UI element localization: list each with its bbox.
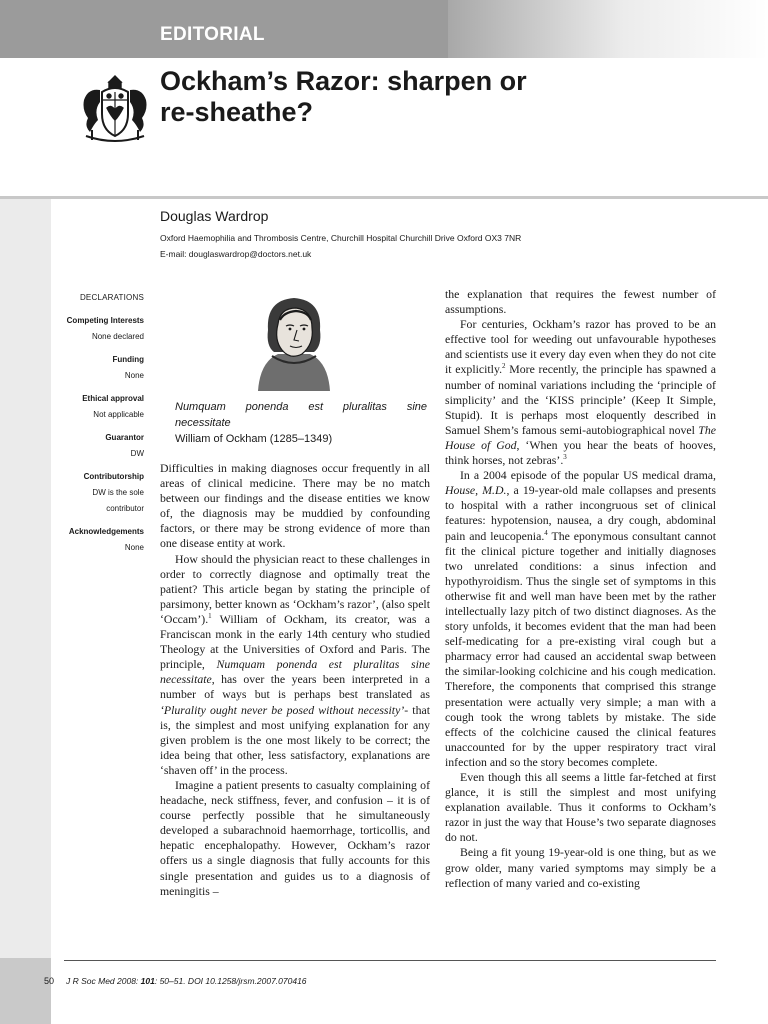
body-paragraph: Difficulties in making diagnoses occur frequently in all areas of clinical medicine. There may be no match between our findings and the disease entities we know of, the diagnosis may be muddied by confounding factors, or there may be strong evidence of more than one disease entity at work. bbox=[160, 461, 430, 551]
body-text: William of Ockham, its creator, was a Franciscan monk in the early 14th century who studied Theology at the Universities of Oxford and Paris. The principle, bbox=[160, 611, 430, 672]
body-text: How should the physician react to these challenges in order to correctly diagnose and optimally treat the patient? This article began by stating the principle of parsimony, better known as ‘Ockham’s razor’, (also spelt ‘Occam’). bbox=[160, 551, 430, 626]
reference-superscript: 1 bbox=[208, 612, 212, 621]
quote-latin-line-1: Numquam ponenda est pluralitas sine bbox=[175, 401, 427, 413]
citation-details: : 50–51. DOI 10.1258/jrsm.2007.070416 bbox=[154, 976, 307, 986]
declaration-head: Contributorship bbox=[83, 472, 144, 481]
author-name: Douglas Wardrop bbox=[160, 208, 269, 224]
page-number-block bbox=[0, 958, 51, 1024]
author-email: E-mail: douglaswardrop@doctors.net.uk bbox=[160, 249, 312, 259]
body-text: For centuries, Ockham’s razor has proved to be an effective tool for weeding out unfavourable hypotheses and scientists use it every day even when they do not cite it explicitly. bbox=[445, 317, 716, 377]
footer-divider bbox=[64, 960, 716, 961]
reference-superscript: 2 bbox=[502, 362, 506, 371]
body-paragraph: Imagine a patient presents to casualty complaining of headache, neck stiffness, fever, and confusion – it is of course perfectly possible that he simultaneously developed a subarachnoid haemorrhage, torticollis, and hepatic encephalopathy. However, Ockham’s razor offers us a single diagnosis that fully accounts for this single presentation and guides us to a diagnosis of meningitis – bbox=[160, 777, 430, 898]
declarations-heading: DECLARATIONS bbox=[79, 293, 144, 302]
declaration-value: None bbox=[124, 371, 144, 380]
body-text: More recently, the principle has spawned a number of nominal variations including the ‘principle of simplicity’ and the ‘KISS principle’ (Keep It Simple, Stupid). It is perhaps most eloquently described in Samuel Shem’s famous semi-autobiographical novel bbox=[445, 362, 716, 437]
body-text: In a 2004 episode of the popular US medical drama, bbox=[460, 468, 716, 483]
body-column-right bbox=[445, 287, 716, 891]
journal-name: J R Soc Med 2008: bbox=[66, 976, 141, 986]
journal-citation bbox=[66, 976, 307, 986]
left-margin-bar bbox=[0, 199, 51, 1024]
show-title: House, M.D. bbox=[445, 483, 507, 498]
header-gradient bbox=[448, 0, 768, 58]
epigraph-quote bbox=[175, 399, 427, 447]
body-paragraph: Even though this all seems a little far-fetched at first glance, it is still the simplest and most unifying explanation available. Thus it conforms to Ockham’s razor in just the way that House’s two separate diagnoses do not. bbox=[445, 770, 716, 845]
title-line-2: re-sheathe? bbox=[160, 97, 314, 127]
body-text: , ‘When you hear the beats of hooves, think horses, not zebras’. bbox=[445, 437, 716, 468]
title-line-1: Ockham’s Razor: sharpen or bbox=[160, 66, 527, 96]
body-text: - that is, the simplest and most unifying explanation for any given problem is the one most likely to be correct; the idea being that other, less satisfactory, explanations are ‘shaven off’ in the process. bbox=[160, 702, 430, 777]
quote-latin-line-2: necessitate bbox=[175, 417, 231, 429]
declaration-head: Ethical approval bbox=[82, 394, 144, 403]
body-paragraph: Being a fit young 19-year-old is one thing, but as we grow older, many varied symptoms may simply be a reflection of many varied and co-existing bbox=[445, 845, 716, 890]
section-label: EDITORIAL bbox=[160, 24, 265, 45]
declaration-head: Acknowledgements bbox=[68, 527, 144, 536]
declaration-head: Guarantor bbox=[105, 433, 144, 442]
latin-phrase: Numquam ponenda est pluralitas sine necessitate bbox=[160, 657, 431, 687]
declaration-value: DW bbox=[130, 449, 144, 458]
declaration-value: Not applicable bbox=[93, 410, 144, 419]
body-column-left bbox=[160, 461, 430, 899]
society-crest-logo bbox=[76, 70, 154, 144]
book-title: The House of God bbox=[445, 422, 716, 452]
ockham-portrait-image bbox=[250, 290, 337, 391]
declaration-value: contributor bbox=[106, 504, 144, 513]
header-divider bbox=[0, 196, 768, 199]
declarations-sidebar bbox=[56, 290, 144, 556]
declaration-value: None declared bbox=[91, 332, 144, 341]
body-paragraph bbox=[445, 468, 716, 770]
body-text: , a 19-year-old male collapses and presents to hospital with a rather incongruous set of clinical features: hypotension, nausea, a dry cough, abdominal pain and leucopenia. bbox=[445, 483, 717, 543]
page-number: 50 bbox=[44, 976, 55, 986]
quote-attribution: William of Ockham (1285–1349) bbox=[175, 433, 333, 445]
journal-volume: 101 bbox=[140, 976, 155, 986]
declaration-head: Funding bbox=[112, 355, 144, 364]
author-affiliation: Oxford Haemophilia and Thrombosis Centre, Churchill Hospital Churchill Drive Oxford OX3 7NR bbox=[160, 233, 522, 243]
reference-superscript: 4 bbox=[544, 528, 548, 537]
body-text: , has over the years been interpreted in a number of ways but is perhaps best translated as bbox=[160, 672, 430, 702]
body-text: The eponymous consultant cannot fit the clinical picture together and initially diagnoses two unrelated conditions: a sinus infection and hypothyroidism. Thus the single set of symptoms in this otherwise fit and well man have been met by the rather intellectually lazy pitch of two distinct diagnoses. As the story unfolds, it becomes evident that the man had been self-medicating for a pre-existing viral cough but a pharmacy error had caused an accidental swap between the similar-looking colchicine and his cough medication. Therefore, the components that comprised this strange presentation were actually very simple; a man with a cough took the wrong tablets by mistake. The side effects of the colchicine caused the clinical features unaccounted for by the upper respiratory tract viral infection and so the story becomes complete. bbox=[445, 528, 716, 769]
body-paragraph: the explanation that requires the fewest number of assumptions. bbox=[445, 287, 716, 317]
reference-superscript: 3 bbox=[563, 453, 567, 462]
translation-phrase: ‘Plurality ought never be posed without necessity’ bbox=[160, 702, 405, 717]
declaration-value: None bbox=[124, 543, 144, 552]
article-title bbox=[160, 66, 720, 128]
body-paragraph bbox=[445, 317, 716, 468]
declaration-head: Competing Interests bbox=[66, 316, 144, 325]
declaration-value: DW is the sole bbox=[92, 488, 144, 497]
body-paragraph bbox=[160, 552, 430, 778]
